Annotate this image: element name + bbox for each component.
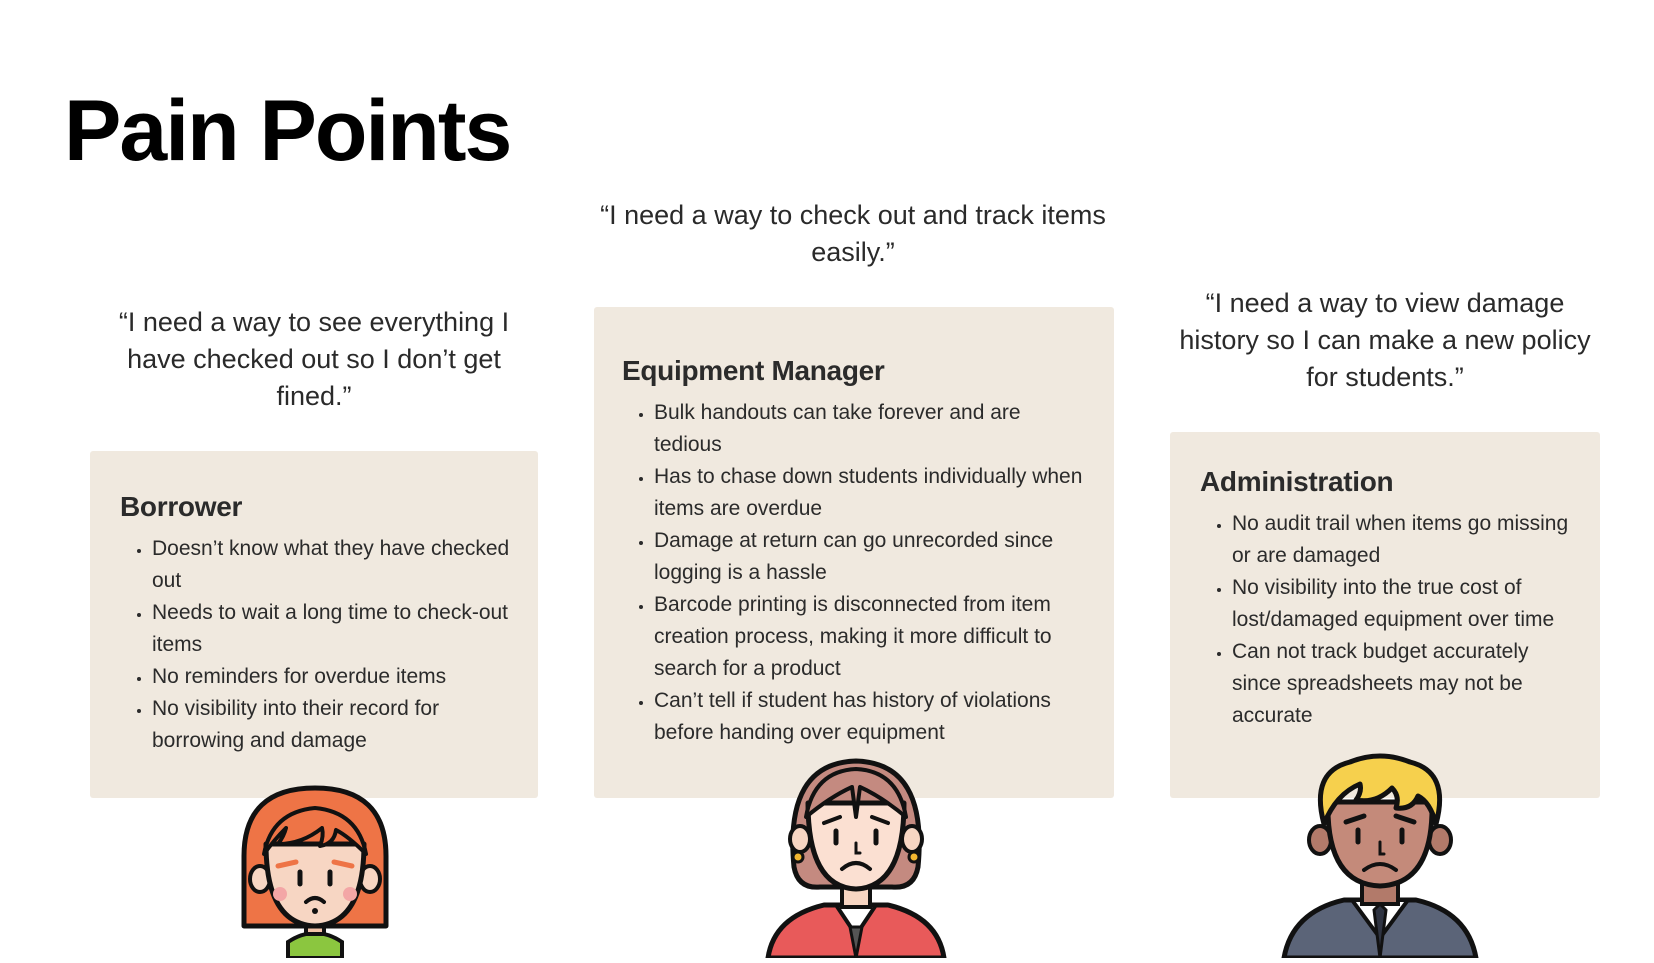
borrower-card-title: Borrower xyxy=(120,491,243,522)
woman-worried-avatar-icon xyxy=(764,757,948,958)
list-item: • No visibility into the true cost of lost/damaged equipment over time xyxy=(1232,572,1580,636)
list-item: • Has to chase down students individually when items are overdue xyxy=(654,461,1094,525)
admin-card-title: Administration xyxy=(1200,466,1394,497)
list-item: • Damage at return can go unrecorded since logging is a hassle xyxy=(654,525,1094,589)
list-item: • No visibility into their record for borrowing and damage xyxy=(152,693,518,757)
girl-worried-avatar-icon xyxy=(238,784,392,958)
list-item: • Needs to wait a long time to check-out items xyxy=(152,597,518,661)
borrower-quote: “I need a way to see everything I have checked out so I don’t get fined.” xyxy=(118,307,510,411)
manager-card-title: Equipment Manager xyxy=(622,355,885,386)
manager-pain-list xyxy=(622,397,1094,749)
list-item: • Doesn’t know what they have checked out xyxy=(152,533,518,597)
list-item: • No audit trail when items go missing or are damaged xyxy=(1232,508,1580,572)
borrower-pain-list xyxy=(120,533,518,757)
page-title: Pain Points xyxy=(64,83,511,179)
borrower-card xyxy=(90,451,538,798)
manager-quote: “I need a way to check out and track items easily.” xyxy=(600,200,1106,267)
list-item: • Bulk handouts can take forever and are tedious xyxy=(654,397,1094,461)
admin-quote: “I need a way to view damage history so I can make a new policy for students.” xyxy=(1179,288,1591,392)
list-item: • Can’t tell if student has history of violations before handing over equipment xyxy=(654,685,1094,749)
list-item: • No reminders for overdue items xyxy=(152,661,518,693)
list-item: • Barcode printing is disconnected from item creation process, making it more difficult to search for a product xyxy=(654,589,1094,685)
admin-card xyxy=(1170,432,1600,798)
manager-card xyxy=(594,307,1114,798)
list-item: • Can not track budget accurately since spreadsheets may not be accurate xyxy=(1232,636,1580,732)
admin-pain-list xyxy=(1200,508,1580,732)
man-worried-avatar-icon xyxy=(1280,752,1480,958)
